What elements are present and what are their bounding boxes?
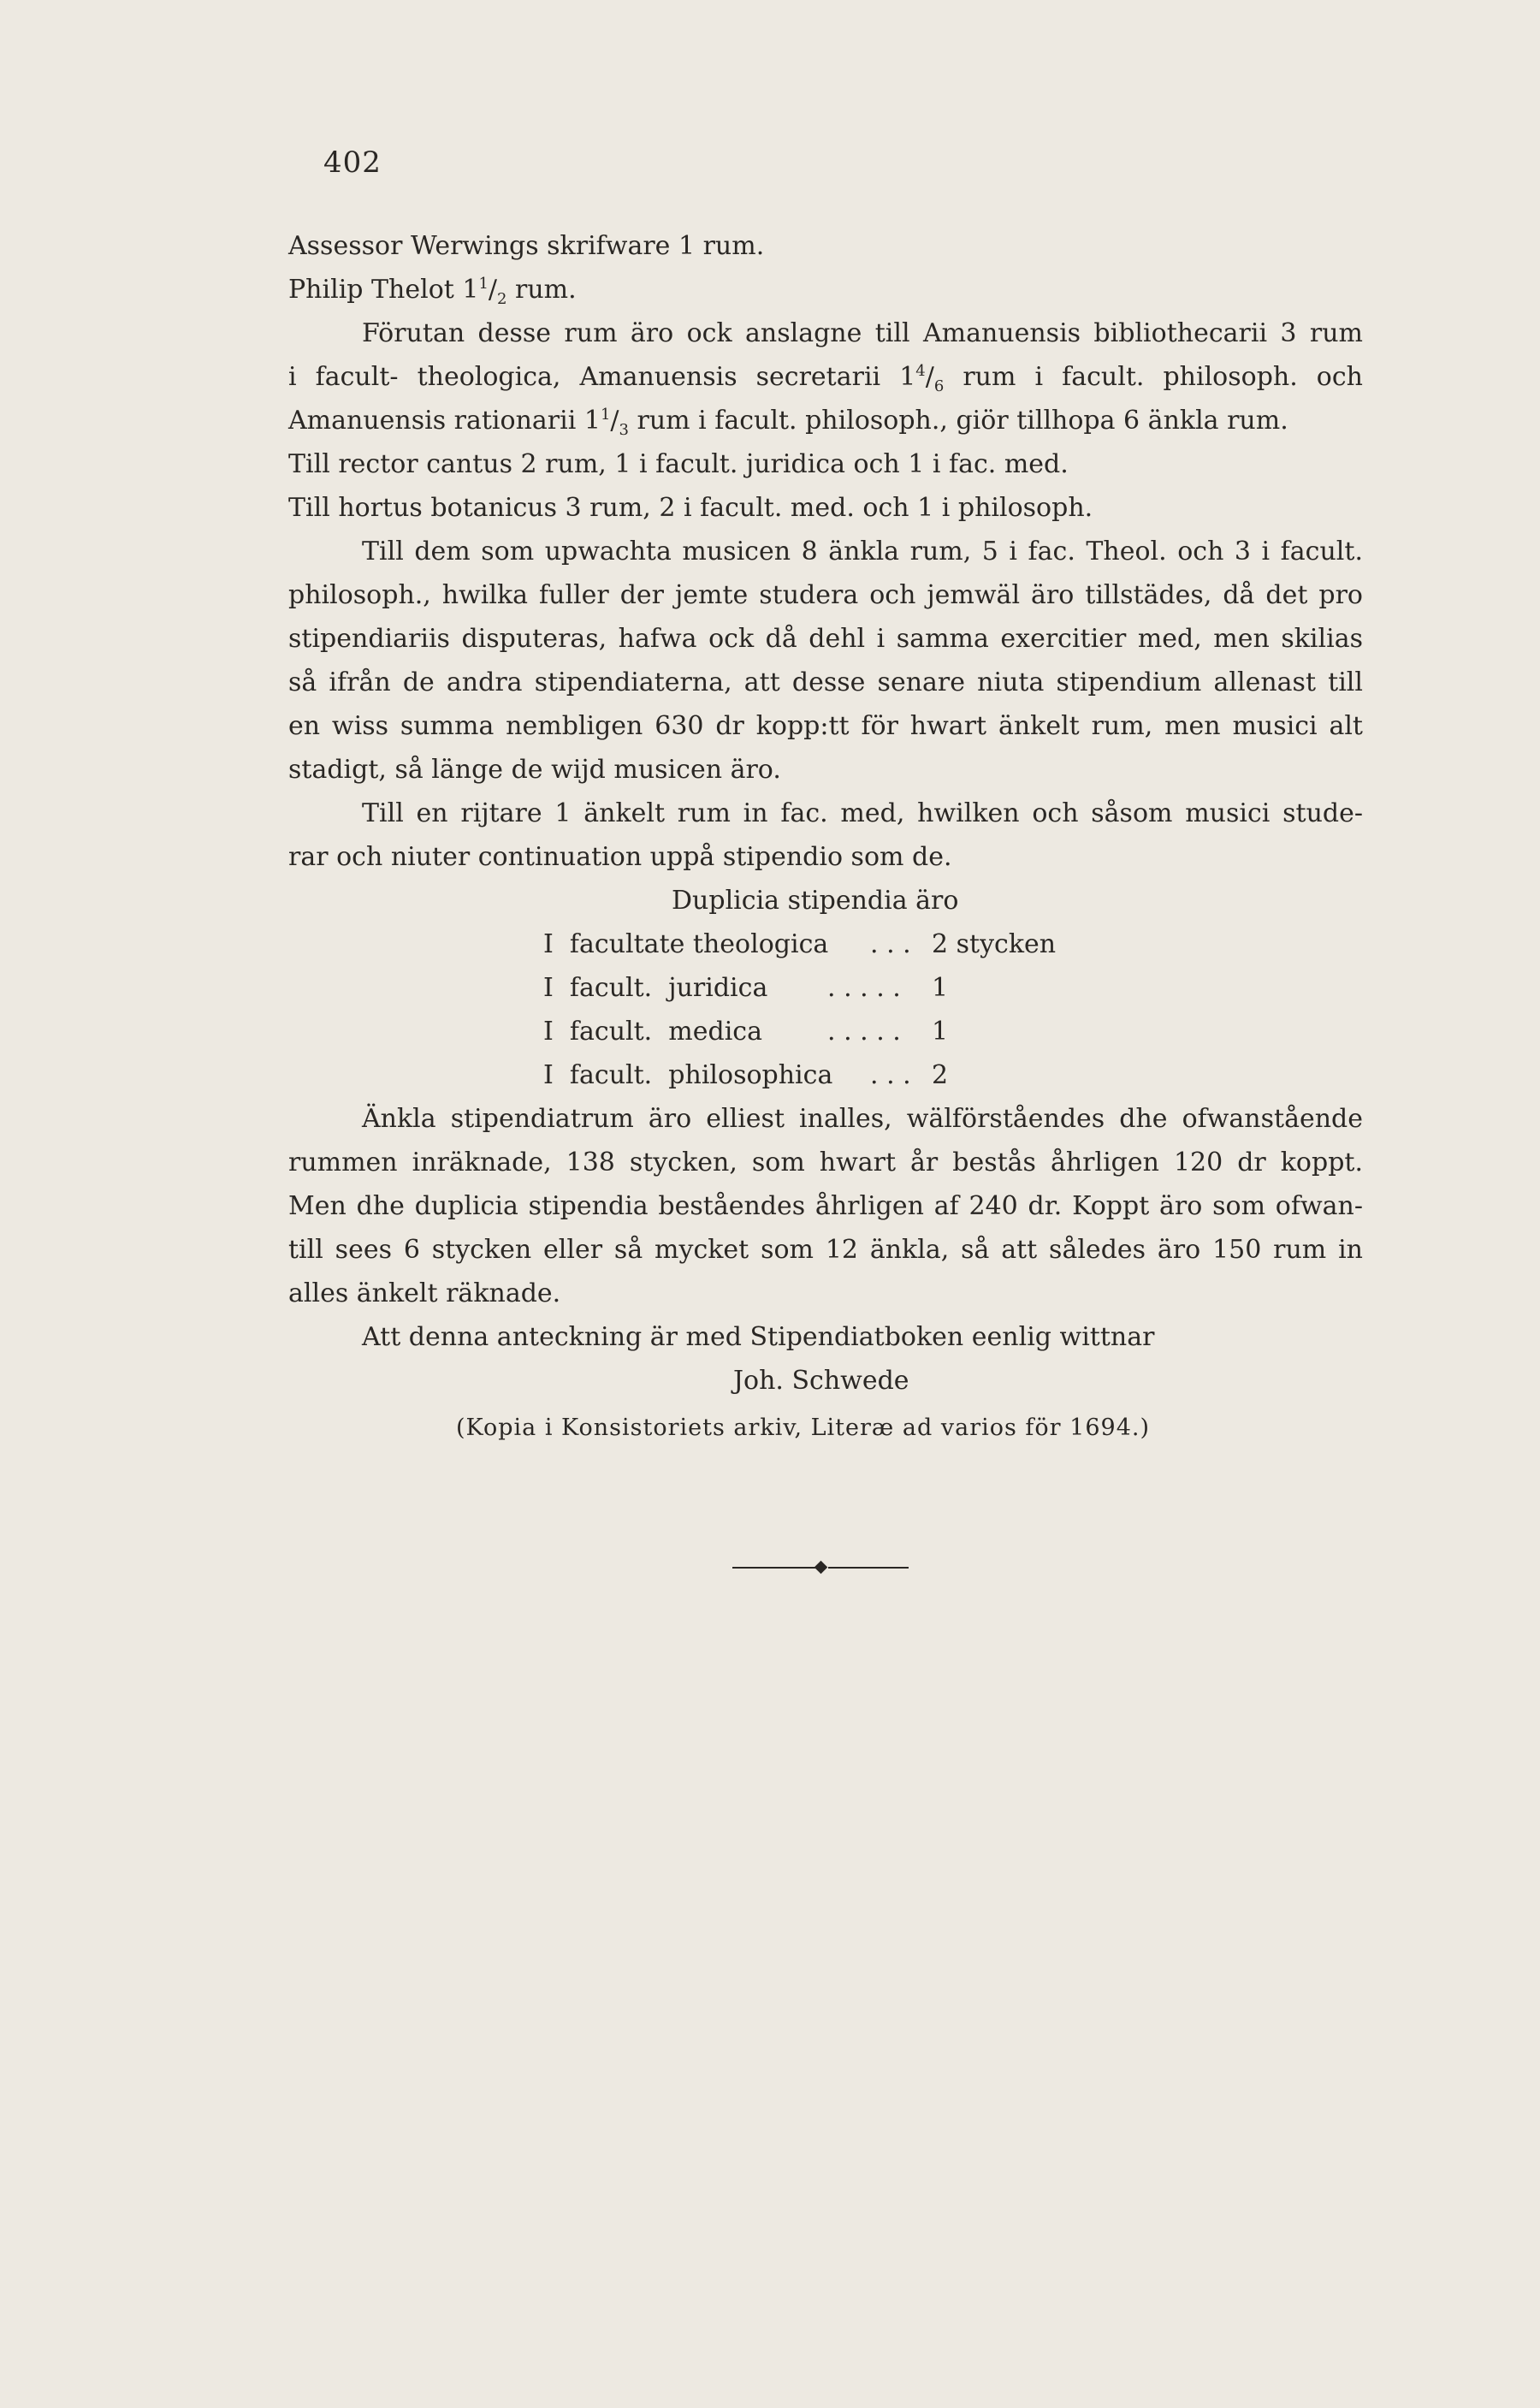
fraction-numerator: 1 (600, 406, 611, 424)
text-fragment: rum i facult. philosoph., giör tillhopa 6 änkla rum. (628, 406, 1288, 436)
text-line: Assessor Werwings skrifware 1 rum. (288, 231, 765, 261)
text-fragment: i facult- theologica, Amanuensis secretarii 1 (288, 362, 916, 392)
divider-rule-right (828, 1567, 909, 1569)
duplicia-dots: . . . . . (827, 1017, 901, 1047)
signature: Joh. Schwede (733, 1366, 909, 1396)
page-number: 402 (323, 145, 382, 180)
text-line: Änkla stipendiatrum äro elliest inalles, wälförståendes dhe ofwanstående (362, 1104, 1363, 1134)
divider-rule-left (732, 1567, 816, 1569)
fraction-denominator: 6 (933, 377, 945, 395)
duplicia-dots: . . . (870, 929, 911, 959)
duplicia-count: 2 stycken (932, 929, 1057, 959)
text-fragment: rum i facult. philosoph. och (944, 362, 1363, 392)
duplicia-label: I facult. juridica (543, 973, 768, 1003)
text-line: Förutan desse rum äro ock anslagne till Amanuensis bibliothecarii 3 rum (362, 318, 1363, 348)
body-text (288, 224, 1363, 1450)
fraction-numerator: 4 (915, 362, 926, 380)
text-line: rummen inräknade, 138 stycken, som hwart år bestås åhrligen 120 dr koppt. (288, 1148, 1363, 1177)
fraction-denominator: 3 (619, 421, 629, 439)
text-line: stadigt, så länge de wijd musicen äro. (288, 755, 781, 785)
text-line: Philip Thelot $1^1/_2$ rum. (288, 275, 577, 308)
text-line: en wiss summa nembligen 630 dr kopp:tt för hwart änkelt rum, men musici alt (288, 711, 1363, 741)
text-line: Att denna anteckning är med Stipendiatboken eenlig wittnar (362, 1322, 1155, 1352)
duplicia-dots: . . . . . (827, 973, 901, 1003)
text-fragment: rum. (506, 275, 577, 305)
diamond-ornament-icon (814, 1561, 828, 1575)
text-line: alles änkelt räknade. (288, 1278, 561, 1308)
text-line: i facult- theologica, Amanuensis secretarii $1^4/_6$ rum i facult. philosoph. och (288, 362, 1363, 395)
text-fragment: Amanuensis rationarii 1 (288, 406, 601, 436)
duplicia-row (288, 1053, 1363, 1097)
ornament-divider (732, 1559, 909, 1576)
text-line: philosoph., hwilka fuller der jemte studera och jemwäl äro tillstädes, då det pro (288, 580, 1363, 610)
duplicia-label: I facult. philosophica (543, 1060, 833, 1090)
text-line: Men dhe duplicia stipendia beståendes åhrligen af 240 dr. Koppt äro som ofwan- (288, 1191, 1363, 1221)
duplicia-count: 1 (932, 973, 949, 1003)
text-line: stipendiariis disputeras, hafwa ock då dehl i samma exercitier med, men skilias (288, 624, 1363, 654)
fraction-numerator: 1 (478, 275, 489, 293)
text-line: Till dem som upwachta musicen 8 änkla rum, 5 i fac. Theol. och 3 i facult. (362, 537, 1363, 566)
duplicia-row (288, 966, 1363, 1010)
duplicia-heading: Duplicia stipendia äro (672, 886, 959, 916)
text-line: så ifrån de andra stipendiaterna, att desse senare niuta stipendium allenast till (288, 667, 1363, 697)
duplicia-count: 2 (932, 1060, 949, 1090)
duplicia-count: 1 (932, 1017, 949, 1047)
text-line: Amanuensis rationarii $1^1/_3$ rum i facult. philosoph., giör tillhopa 6 änkla rum. (288, 406, 1288, 439)
duplicia-label: I facult. medica (543, 1017, 762, 1047)
source-note: (Kopia i Konsistoriets arkiv, Literæ ad varios för 1694.) (456, 1415, 1150, 1441)
text-line: Till hortus botanicus 3 rum, 2 i facult. med. och 1 i philosoph. (288, 493, 1093, 523)
text-line: Till rector cantus 2 rum, 1 i facult. juridica och 1 i fac. med. (288, 449, 1069, 479)
duplicia-dots: . . . (870, 1060, 911, 1090)
text-line: Till en rijtare 1 änkelt rum in fac. med, hwilken och såsom musici stude- (362, 798, 1363, 828)
fraction-denominator: 2 (497, 290, 507, 308)
text-fragment: Philip Thelot 1 (288, 275, 479, 305)
text-line: till sees 6 stycken eller så mycket som 12 änkla, så att således äro 150 rum in (288, 1235, 1363, 1265)
duplicia-label: I facultate theologica (543, 929, 829, 959)
duplicia-row (288, 1010, 1363, 1053)
text-line: rar och niuter continuation uppå stipendio som de. (288, 842, 952, 872)
duplicia-row (288, 922, 1363, 966)
